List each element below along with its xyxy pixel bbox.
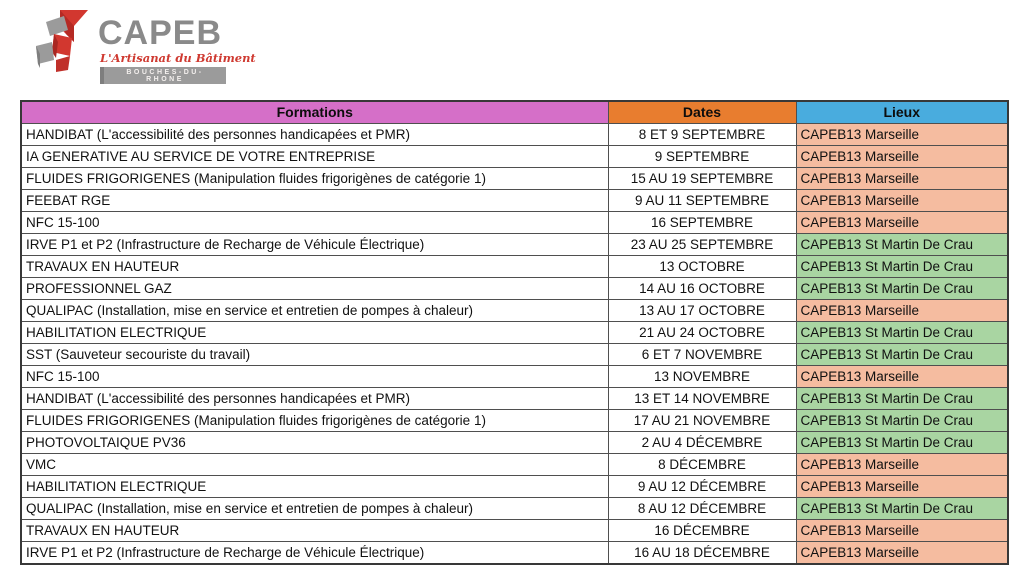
- table-row: [21, 256, 1008, 278]
- date-cell: 21 AU 24 OCTOBRE: [608, 322, 796, 344]
- formation-cell: IRVE P1 et P2 (Infrastructure de Recharge de Véhicule Électrique): [21, 542, 608, 565]
- table-row: [21, 300, 1008, 322]
- formation-cell: HANDIBAT (L'accessibilité des personnes handicapées et PMR): [21, 388, 608, 410]
- table-row: [21, 388, 1008, 410]
- formation-cell: HABILITATION ELECTRIQUE: [21, 322, 608, 344]
- capeb-logo-text: [98, 16, 256, 84]
- capeb-logo-name: CAPEB: [98, 14, 223, 52]
- formation-cell: IRVE P1 et P2 (Infrastructure de Recharge de Véhicule Électrique): [21, 234, 608, 256]
- capeb-logo-icon: [34, 8, 96, 80]
- date-cell: 16 DÉCEMBRE: [608, 520, 796, 542]
- table-row: [21, 146, 1008, 168]
- formation-cell: TRAVAUX EN HAUTEUR: [21, 520, 608, 542]
- formation-cell: IA GENERATIVE AU SERVICE DE VOTRE ENTREPRISE: [21, 146, 608, 168]
- lieu-cell: CAPEB13 Marseille: [796, 454, 1008, 476]
- date-cell: 14 AU 16 OCTOBRE: [608, 278, 796, 300]
- header-dates: Dates: [608, 101, 796, 124]
- formation-cell: TRAVAUX EN HAUTEUR: [21, 256, 608, 278]
- lieu-cell: CAPEB13 Marseille: [796, 212, 1008, 234]
- table-row: [21, 542, 1008, 565]
- formation-cell: HANDIBAT (L'accessibilité des personnes handicapées et PMR): [21, 124, 608, 146]
- capeb-logo-region-banner: BOUCHES-DU-RHONE: [100, 67, 226, 84]
- formation-cell: SST (Sauveteur secouriste du travail): [21, 344, 608, 366]
- lieu-cell: CAPEB13 St Martin De Crau: [796, 256, 1008, 278]
- formation-cell: HABILITATION ELECTRIQUE: [21, 476, 608, 498]
- date-cell: 9 AU 11 SEPTEMBRE: [608, 190, 796, 212]
- date-cell: 9 AU 12 DÉCEMBRE: [608, 476, 796, 498]
- date-cell: 13 AU 17 OCTOBRE: [608, 300, 796, 322]
- date-cell: 2 AU 4 DÉCEMBRE: [608, 432, 796, 454]
- lieu-cell: CAPEB13 St Martin De Crau: [796, 234, 1008, 256]
- lieu-cell: CAPEB13 Marseille: [796, 476, 1008, 498]
- table-row: [21, 410, 1008, 432]
- formation-cell: PROFESSIONNEL GAZ: [21, 278, 608, 300]
- formation-cell: QUALIPAC (Installation, mise en service et entretien de pompes à chaleur): [21, 300, 608, 322]
- lieu-cell: CAPEB13 Marseille: [796, 168, 1008, 190]
- table-row: [21, 520, 1008, 542]
- table-header-row: [21, 101, 1008, 124]
- lieu-cell: CAPEB13 St Martin De Crau: [796, 388, 1008, 410]
- table-row: [21, 278, 1008, 300]
- date-cell: 16 SEPTEMBRE: [608, 212, 796, 234]
- date-cell: 8 AU 12 DÉCEMBRE: [608, 498, 796, 520]
- lieu-cell: CAPEB13 Marseille: [796, 190, 1008, 212]
- formation-cell: FLUIDES FRIGORIGENES (Manipulation fluides frigorigènes de catégorie 1): [21, 168, 608, 190]
- date-cell: 13 OCTOBRE: [608, 256, 796, 278]
- capeb-logo-tagline: L'Artisanat du Bâtiment: [100, 51, 256, 65]
- table-row: [21, 322, 1008, 344]
- date-cell: 9 SEPTEMBRE: [608, 146, 796, 168]
- date-cell: 23 AU 25 SEPTEMBRE: [608, 234, 796, 256]
- date-cell: 13 ET 14 NOVEMBRE: [608, 388, 796, 410]
- formation-cell: QUALIPAC (Installation, mise en service et entretien de pompes à chaleur): [21, 498, 608, 520]
- lieu-cell: CAPEB13 Marseille: [796, 366, 1008, 388]
- table-row: [21, 190, 1008, 212]
- lieu-cell: CAPEB13 St Martin De Crau: [796, 432, 1008, 454]
- lieu-cell: CAPEB13 Marseille: [796, 300, 1008, 322]
- formation-cell: NFC 15-100: [21, 366, 608, 388]
- lieu-cell: CAPEB13 St Martin De Crau: [796, 498, 1008, 520]
- date-cell: 8 DÉCEMBRE: [608, 454, 796, 476]
- date-cell: 8 ET 9 SEPTEMBRE: [608, 124, 796, 146]
- formations-schedule-table: [20, 100, 1009, 565]
- lieu-cell: CAPEB13 St Martin De Crau: [796, 278, 1008, 300]
- header-lieux: Lieux: [796, 101, 1008, 124]
- table-body: [21, 124, 1008, 565]
- lieu-cell: CAPEB13 Marseille: [796, 520, 1008, 542]
- formation-cell: NFC 15-100: [21, 212, 608, 234]
- table-row: [21, 498, 1008, 520]
- header-formations: Formations: [21, 101, 608, 124]
- date-cell: 16 AU 18 DÉCEMBRE: [608, 542, 796, 565]
- lieu-cell: CAPEB13 Marseille: [796, 542, 1008, 565]
- table-row: [21, 124, 1008, 146]
- lieu-cell: CAPEB13 St Martin De Crau: [796, 344, 1008, 366]
- table-row: [21, 344, 1008, 366]
- date-cell: 13 NOVEMBRE: [608, 366, 796, 388]
- formation-cell: PHOTOVOLTAIQUE PV36: [21, 432, 608, 454]
- table-row: [21, 432, 1008, 454]
- table-row: [21, 212, 1008, 234]
- formation-cell: FLUIDES FRIGORIGENES (Manipulation fluides frigorigènes de catégorie 1): [21, 410, 608, 432]
- lieu-cell: CAPEB13 St Martin De Crau: [796, 410, 1008, 432]
- table-row: [21, 476, 1008, 498]
- lieu-cell: CAPEB13 St Martin De Crau: [796, 322, 1008, 344]
- capeb-logo: [34, 8, 256, 84]
- lieu-cell: CAPEB13 Marseille: [796, 146, 1008, 168]
- formation-cell: VMC: [21, 454, 608, 476]
- table-row: [21, 454, 1008, 476]
- table-row: [21, 366, 1008, 388]
- date-cell: 15 AU 19 SEPTEMBRE: [608, 168, 796, 190]
- lieu-cell: CAPEB13 Marseille: [796, 124, 1008, 146]
- table-row: [21, 234, 1008, 256]
- date-cell: 17 AU 21 NOVEMBRE: [608, 410, 796, 432]
- date-cell: 6 ET 7 NOVEMBRE: [608, 344, 796, 366]
- table-row: [21, 168, 1008, 190]
- formation-cell: FEEBAT RGE: [21, 190, 608, 212]
